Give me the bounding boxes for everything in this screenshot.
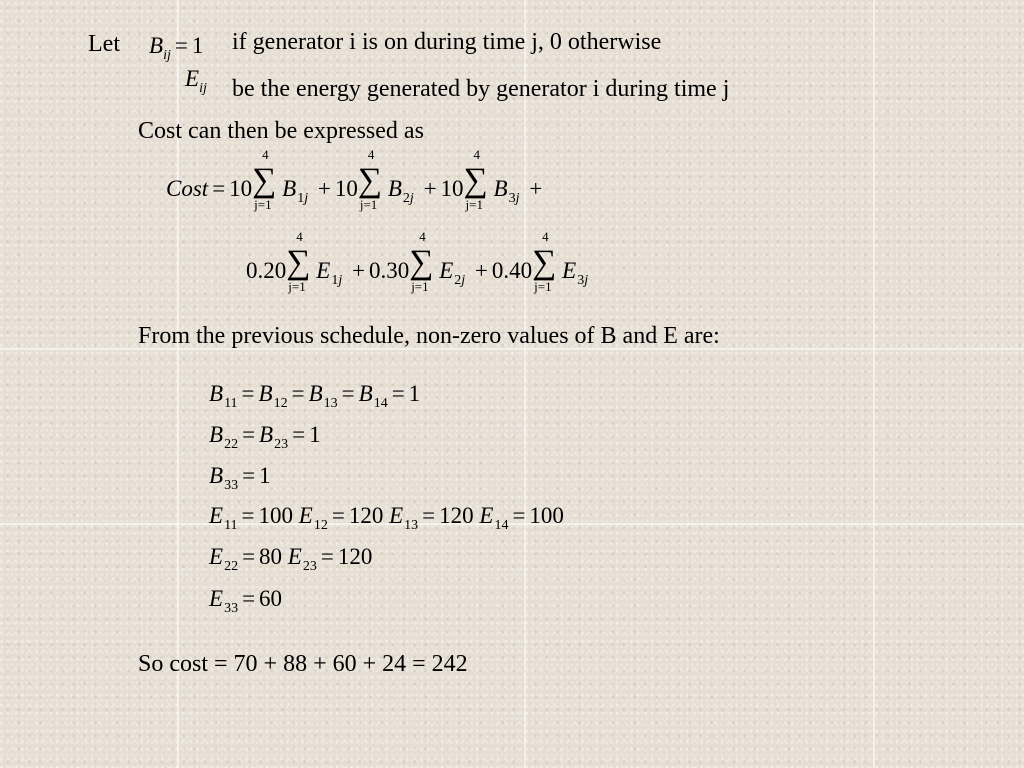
- sum-symbol: ∑ 4 j=1: [532, 229, 557, 294]
- b-values-row-1: $B_{11} = B_{12} = B_{13} = B_{14} = 1$: [209, 381, 421, 411]
- b-values-row-2: $B_{22} = B_{23} = 1$: [209, 422, 321, 452]
- value: 120: [337, 544, 373, 569]
- texture-seam: [524, 0, 526, 768]
- e-values-row-2: $E_{22} = 80$ $E_{23} = 120$: [209, 544, 373, 574]
- cost-label: Cost: [166, 176, 209, 201]
- value: 120: [348, 503, 384, 528]
- b-coefficient: 10: [229, 176, 253, 201]
- e-coefficient: 0.20: [246, 258, 287, 283]
- e-coefficient: 0.30: [368, 258, 410, 283]
- cost-formula-line-2: 0.20 ∑ 4 j=1 $E_{1j} + 0.30$ ∑ 4 j=1 $E_{2j} + 0.40$ ∑ 4 j=1 $E_{3j}$: [246, 229, 589, 294]
- e-values-row-3: $E_{33} = 60$: [209, 586, 283, 616]
- texture-seam: [873, 0, 875, 768]
- sum-symbol: ∑ 4 j=1: [409, 229, 434, 294]
- cost-formula-line-1: Cost = 10 ∑ 4 j=1 $B_{1j} + 10$ ∑ 4 j=1 $B_{2j} + 10$ ∑ 4 j=1 $B_{3j}$ +: [166, 147, 543, 212]
- sum-symbol: ∑ 4 j=1: [252, 147, 277, 212]
- b-definition-text: if generator i is on during time j, 0 otherwise: [232, 29, 662, 55]
- e-values-row-1: $E_{11} = 100$ $E_{12} = 120$ $E_{13} = 120$ $E_{14} = 100$: [209, 503, 564, 533]
- e-coefficient: 0.40: [491, 258, 533, 283]
- cost-result: So cost = 70 + 88 + 60 + 24 = 242: [138, 651, 468, 677]
- value: 100: [258, 503, 294, 528]
- value: 100: [529, 503, 564, 528]
- b-coefficient: 10: [334, 176, 358, 201]
- value: 80: [259, 544, 283, 569]
- sum-symbol: ∑ 4 j=1: [463, 147, 488, 212]
- schedule-intro: From the previous schedule, non-zero values of B and E are:: [138, 323, 720, 349]
- value: 1: [309, 422, 321, 447]
- sum-symbol: ∑ 4 j=1: [357, 147, 383, 212]
- b-values-row-3: $B_{33} = 1$: [209, 463, 271, 493]
- sum-symbol: ∑ 4 j=1: [286, 229, 311, 294]
- value: 1: [408, 381, 421, 406]
- let-word: Let: [88, 31, 120, 57]
- e-definition-text: be the energy generated by generator i during time j: [232, 76, 730, 102]
- bij-definition-math: $B_{ij} = 1$: [149, 33, 204, 63]
- bij-value: 1: [191, 33, 204, 58]
- eij-symbol: $E_{ij}$: [185, 66, 207, 96]
- value: 120: [439, 503, 474, 528]
- value: 1: [259, 463, 271, 488]
- value: 60: [259, 586, 283, 611]
- b-coefficient: 10: [440, 176, 464, 201]
- cost-expression-intro: Cost can then be expressed as: [138, 118, 424, 144]
